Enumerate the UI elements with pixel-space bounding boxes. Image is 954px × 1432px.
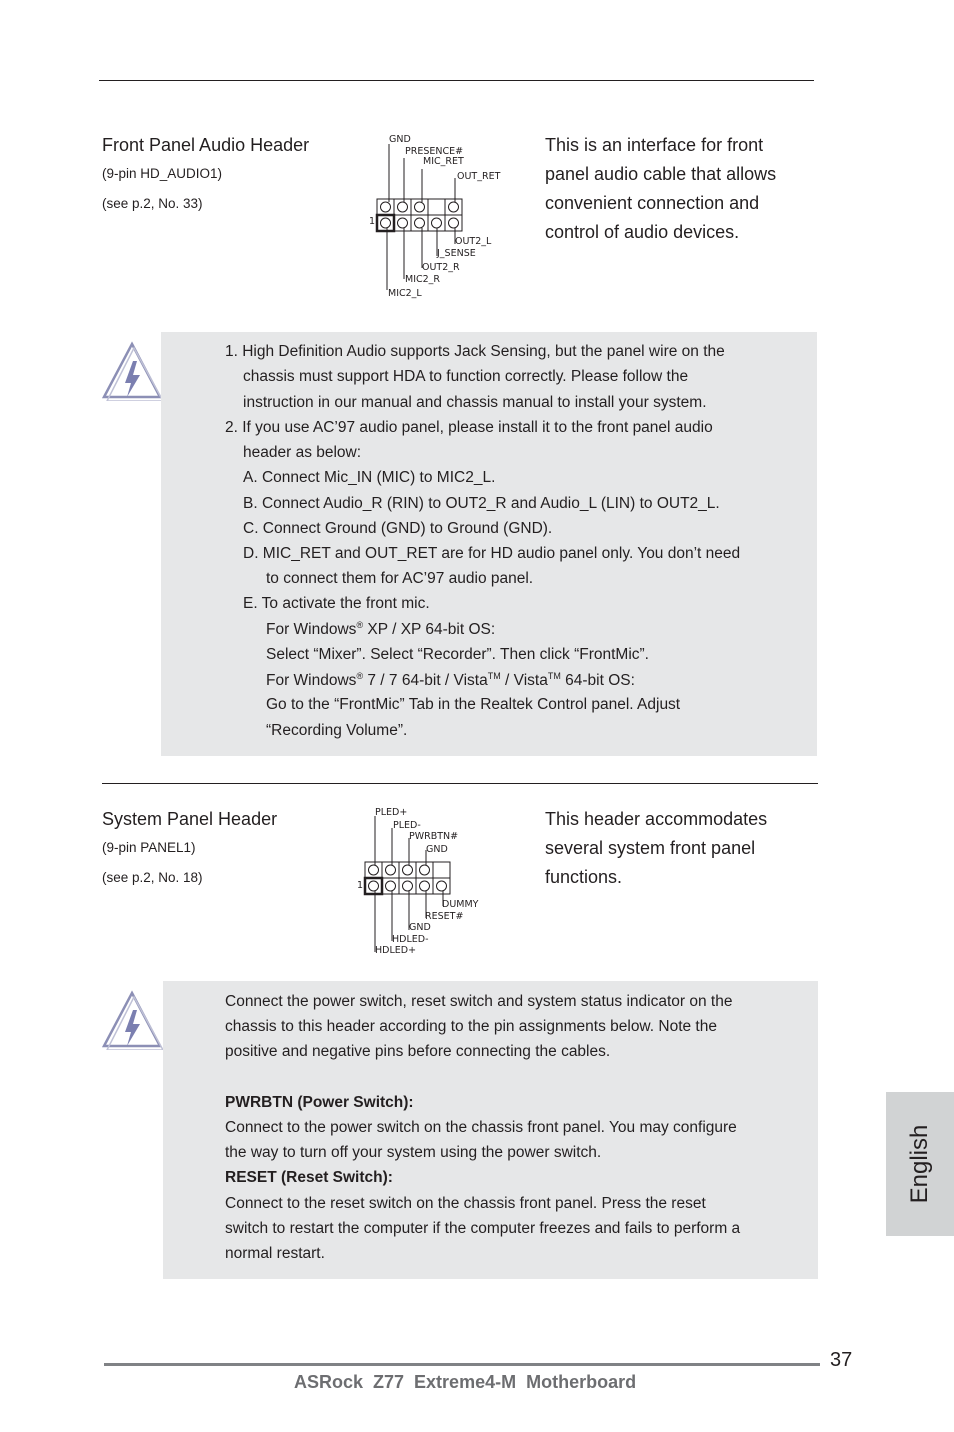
note1-text: 7 / 7 64-bit / Vista [363, 672, 488, 690]
note2-line: chassis to this header according to the pin assignments below. Note the [225, 1018, 717, 1035]
trademark: TM [487, 671, 501, 681]
registered-mark: ® [356, 671, 364, 681]
warning-icon [100, 341, 164, 401]
audio-header-diagram [365, 132, 515, 304]
footer-title: ASRock Z77 Extreme4-M Motherboard [294, 1372, 637, 1392]
section2-desc-line: functions. [545, 867, 623, 887]
note2-line: Connect to the reset switch on the chassis front panel. Press the reset [225, 1195, 706, 1212]
page-number: 37 [830, 1349, 853, 1371]
warning-icon [100, 990, 164, 1050]
pin-label-out-ret: OUT_RET [457, 171, 501, 182]
note1-line: A. Connect Mic_IN (MIC) to MIC2_L. [243, 469, 496, 486]
section1-sub2: (see p.2, No. 33) [102, 196, 203, 211]
footer-rule [104, 1363, 820, 1366]
language-tab [886, 1092, 954, 1236]
note1-line: 2. If you use AC’97 audio panel, please install it to the front panel audio [225, 419, 713, 436]
note1-text: XP / XP 64-bit OS: [363, 621, 496, 639]
pin-label-gnd: GND [389, 134, 411, 145]
note1-text: / Vista [500, 672, 548, 690]
section1-title: Front Panel Audio Header [102, 135, 310, 155]
pin-label-mic2-r: MIC2_R [405, 274, 441, 285]
note1-line: D. MIC_RET and OUT_RET are for HD audio panel only. You don’t need [243, 545, 741, 562]
note1-line: E. To activate the front mic. [243, 595, 430, 612]
pin-label-out2-l: OUT2_L [455, 236, 492, 247]
pin-label-gnd-top: GND [426, 844, 448, 855]
section1-desc-line: control of audio devices. [545, 222, 740, 242]
section-divider [102, 783, 818, 784]
section2-sub2: (see p.2, No. 18) [102, 870, 203, 885]
note1-line: chassis must support HDA to function correctly. Please follow the [243, 368, 689, 385]
section2-desc-line: several system front panel [545, 838, 756, 858]
note1-text: 64-bit OS: [560, 672, 635, 690]
pin-label-out2-r: OUT2_R [422, 262, 460, 273]
section1-sub1: (9-pin HD_AUDIO1) [102, 166, 223, 181]
note1-text: For Windows [266, 621, 357, 639]
note2-heading-reset: RESET (Reset Switch): [225, 1169, 393, 1186]
section1-desc-line: panel audio cable that allows [545, 164, 777, 184]
note2-line: Connect the power switch, reset switch and system status indicator on the [225, 993, 733, 1010]
section2-sub1: (9-pin PANEL1) [102, 840, 196, 855]
note1-line: header as below: [243, 444, 362, 461]
note1-line: “Recording Volume”. [266, 722, 408, 739]
note1-line: Select “Mixer”. Select “Recorder”. Then click “FrontMic”. [266, 646, 649, 663]
pin-label-mic-ret: MIC_RET [423, 156, 464, 167]
note1-text: For Windows [266, 672, 357, 690]
note1-line: 1. High Definition Audio supports Jack Sensing, but the panel wire on the [225, 343, 725, 360]
note1-line [266, 671, 635, 690]
section2-description [545, 805, 767, 892]
pin-label-one: 1 [357, 880, 364, 891]
pin-label-hdled-plus: HDLED+ [375, 945, 417, 956]
pin-label-reset: RESET# [425, 911, 464, 922]
trademark: TM [547, 671, 561, 681]
pin-label-presence: PRESENCE# [405, 146, 464, 157]
pin-label-dummy: DUMMY [442, 899, 479, 910]
pin-label-j-sense: J_SENSE [437, 248, 476, 259]
pin-label-one: 1 [369, 216, 376, 227]
note1-line: Go to the “FrontMic” Tab in the Realtek Control panel. Adjust [266, 696, 681, 713]
note2-line: normal restart. [225, 1245, 325, 1262]
language-tab-label: English [906, 1124, 933, 1204]
note2-line: positive and negative pins before connecting the cables. [225, 1043, 611, 1060]
section2-title: System Panel Header [102, 809, 278, 829]
note1-line [266, 620, 495, 639]
pin-label-pled-plus: PLED+ [375, 807, 408, 818]
pin-label-hdled-minus: HDLED- [392, 934, 429, 945]
section1-desc-line: convenient connection and [545, 193, 760, 213]
pin-label-pled-minus: PLED- [393, 820, 421, 831]
note1-line: C. Connect Ground (GND) to Ground (GND). [243, 520, 553, 537]
section1-desc-line: This is an interface for front [545, 135, 764, 155]
registered-mark: ® [356, 620, 364, 630]
note2-line: switch to restart the computer if the computer freezes and fails to perform a [225, 1220, 741, 1237]
pin-label-gnd-bottom: GND [409, 922, 431, 933]
note2-line: the way to turn off your system using the power switch. [225, 1144, 602, 1161]
top-rule [99, 80, 814, 81]
system-panel-diagram [355, 806, 495, 958]
pin-label-pwrbtn: PWRBTN# [409, 831, 459, 842]
section1-description [545, 131, 776, 247]
note1-line: to connect them for AC’97 audio panel. [266, 570, 534, 587]
note1-line: instruction in our manual and chassis manual to install your system. [243, 394, 707, 411]
section2-desc-line: This header accommodates [545, 809, 768, 829]
note1-line: B. Connect Audio_R (RIN) to OUT2_R and Audio_L (LIN) to OUT2_L. [243, 495, 720, 512]
note2-heading-pwrbtn: PWRBTN (Power Switch): [225, 1094, 414, 1111]
pin-label-mic2-l: MIC2_L [388, 288, 422, 299]
note2-line: Connect to the power switch on the chassis front panel. You may configure [225, 1119, 737, 1136]
